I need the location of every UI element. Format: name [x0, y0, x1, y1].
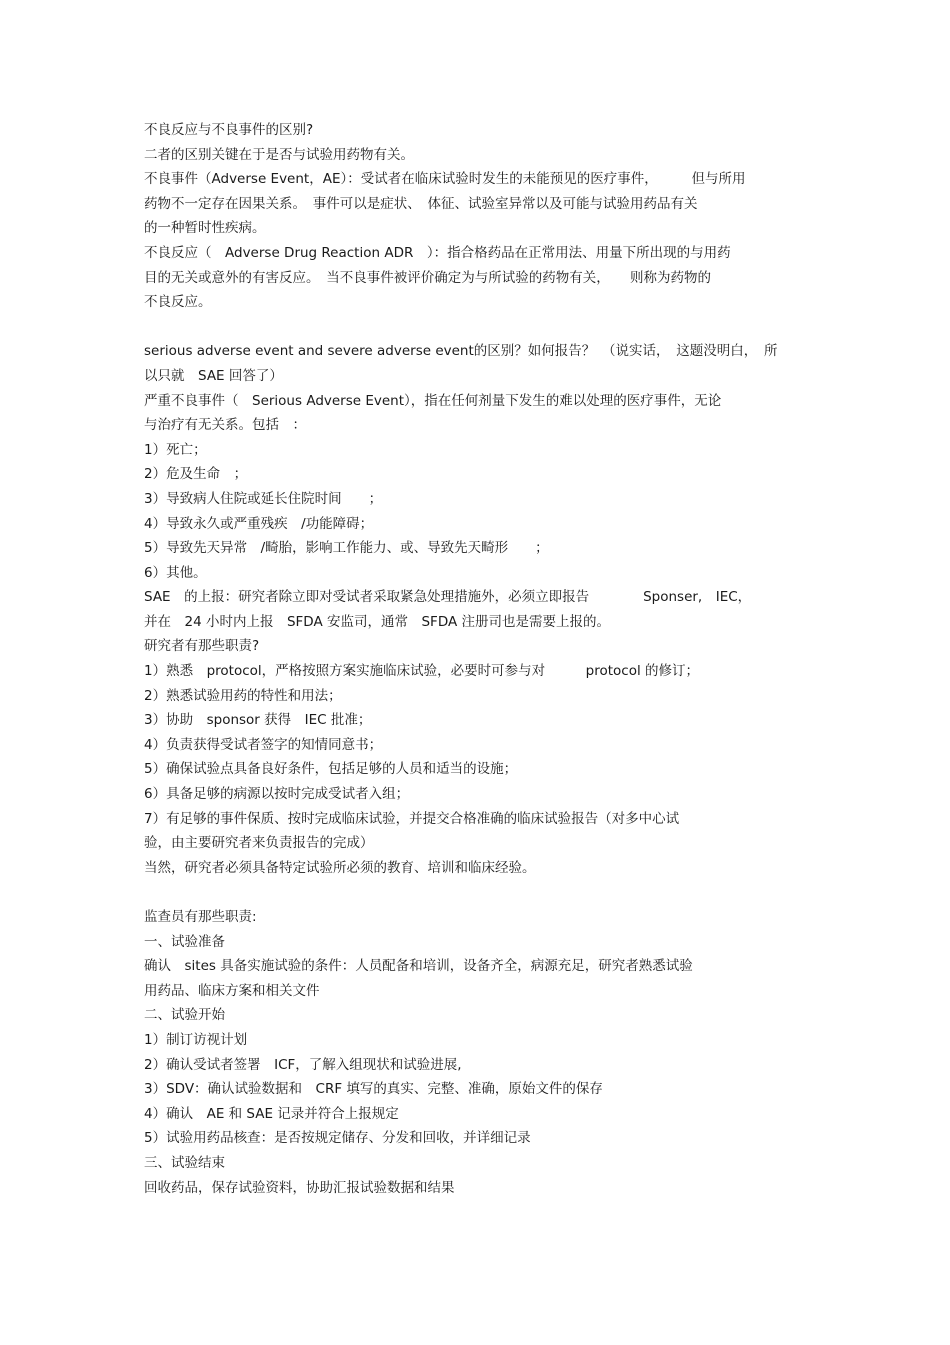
list-item: 2）熟悉试验用药的特性和用法； [144, 687, 342, 704]
list-item: 5）试验用药品核查：是否按规定储存、分发和回收，并详细记录 [144, 1130, 531, 1147]
text-line: 严重不良事件（ Serious Adverse Event），指在任何剂量下发生的难以处理的医疗事件，无论 [144, 392, 722, 409]
list-item: 2）危及生命 ； [144, 466, 248, 483]
list-item: 5）导致先天异常 /畸胎，影响工作能力、或、导致先天畸形 ； [144, 540, 549, 557]
list-item: 5）确保试验点具备良好条件，包括足够的人员和适当的设施； [144, 761, 518, 778]
list-item: 3）SDV：确认试验数据和 CRF 填写的真实、完整、准确，原始文件的保存 [144, 1081, 603, 1098]
text-line: serious adverse event and severe adverse event的区别？如何报告？ （说实话， 这题没明白， 所 [144, 343, 778, 360]
subsection-heading: 一、试验准备 [144, 933, 225, 950]
subsection-heading: 三、试验结束 [144, 1154, 225, 1171]
text-line: 不良反应与不良事件的区别? [144, 122, 314, 138]
text-line: 不良反应（ Adverse Drug Reaction ADR ）：指合格药品在正常用法、用量下所出现的与用药 [144, 244, 731, 261]
text-line: 以只就 SAE 回答了） [144, 367, 283, 384]
document-body [144, 118, 816, 1200]
section-heading: 监查员有那些职责: [144, 909, 257, 925]
list-item: 2）确认受试者签署 ICF，了解入组现状和试验进展, [144, 1056, 462, 1073]
text-line: 二者的区别关键在于是否与试验用药物有关。 [144, 146, 414, 163]
list-item: 6）具备足够的病源以按时完成受试者入组； [144, 786, 410, 803]
text-line: 不良事件（Adverse Event，AE）：受试者在临床试验时发生的未能预见的医疗事件， 但与所用 [144, 171, 746, 188]
text-line: SAE 的上报：研究者除立即对受试者采取紧急处理措施外，必须立即报告 Sponser, IEC， [144, 589, 752, 606]
text-line: 用药品、临床方案和相关文件 [144, 982, 320, 999]
list-item: 1）死亡； [144, 441, 207, 458]
list-item: 1）熟悉 protocol，严格按照方案实施临床试验，必要时可参与对 protocol 的修订； [144, 663, 700, 680]
list-item: 4）负责获得受试者签字的知情同意书； [144, 736, 383, 753]
text-line: 与治疗有无关系。包括 ： [144, 417, 306, 434]
text-line: 药物不一定存在因果关系。 事件可以是症状、 体征、试验室异常以及可能与试验用药品有关 [144, 195, 698, 212]
blank-line [144, 315, 816, 340]
text-line: 不良反应。 [144, 294, 212, 311]
text-line: 当然，研究者必须具备特定试验所必须的教育、培训和临床经验。 [144, 859, 536, 876]
list-item: 4）导致永久或严重残疾 /功能障碍； [144, 515, 374, 532]
text-line: 的一种暂时性疾病。 [144, 220, 266, 237]
list-item: 6）其他。 [144, 564, 207, 581]
text-line: 目的无关或意外的有害反应。 当不良事件被评价确定为与所试验的药物有关， 则称为药物的 [144, 269, 711, 286]
text-line: 确认 sites 具备实施试验的条件：人员配备和培训，设备齐全，病源充足，研究者熟悉试验 [144, 958, 693, 975]
list-item: 1）制订访视计划 [144, 1031, 248, 1048]
list-item: 7）有足够的事件保质、按时完成临床试验，并提交合格准确的临床试验报告（对多中心试 [144, 810, 680, 827]
list-item: 3）协助 sponsor 获得 IEC 批准； [144, 712, 372, 729]
list-item: 3）导致病人住院或延长住院时间 ； [144, 490, 383, 507]
text-line: 回收药品，保存试验资料，协助汇报试验数据和结果 [144, 1179, 455, 1196]
section-heading: 研究者有那些职责? [144, 638, 260, 655]
blank-line [144, 880, 816, 905]
text-line: 验，由主要研究者来负责报告的完成） [144, 835, 374, 852]
text-line: 并在 24 小时内上报 SFDA 安监司，通常 SFDA 注册司也是需要上报的。 [144, 613, 611, 630]
list-item: 4）确认 AE 和 SAE 记录并符合上报规定 [144, 1105, 399, 1122]
subsection-heading: 二、试验开始 [144, 1007, 225, 1024]
